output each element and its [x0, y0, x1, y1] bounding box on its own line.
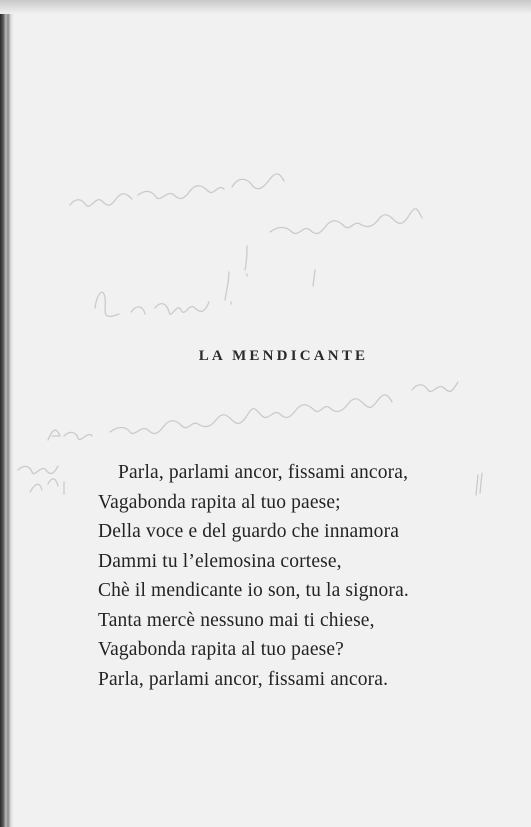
- page-binding-edge: [0, 0, 14, 827]
- poem-line: Vagabonda rapita al tuo paese;: [98, 491, 341, 513]
- poem-line: Dammi tu l’elemosina cortese,: [98, 550, 342, 572]
- pencil-note-mark: [412, 382, 458, 392]
- pencil-note-line-2: [270, 209, 422, 234]
- pencil-note-bars: [476, 473, 482, 495]
- poem-line: Parla, parlami ancor, fissami ancora.: [98, 668, 389, 690]
- poem-title: LA MENDICANTE: [198, 348, 369, 364]
- poem-line: Della voce e del guardo che innamora: [98, 521, 400, 542]
- poem-line: Parla, parlami ancor, fissami ancora,: [118, 462, 409, 483]
- pencil-note-tick: [313, 270, 315, 286]
- page-top-shadow: [0, 0, 531, 14]
- poem-line: Chè il mendicante io son, tu la signora.: [98, 580, 409, 601]
- pencil-note-line-1: [70, 174, 284, 206]
- poem-line: Vagabonda rapita al tuo paese?: [98, 639, 344, 660]
- pencil-note-line-5: [18, 466, 64, 494]
- poem-line: Tanta mercè nessuno mai ti chiese,: [98, 609, 375, 631]
- poem-stanza: [98, 458, 409, 694]
- pencil-note-line-4: [48, 395, 392, 440]
- pencil-note-line-3: [95, 246, 247, 316]
